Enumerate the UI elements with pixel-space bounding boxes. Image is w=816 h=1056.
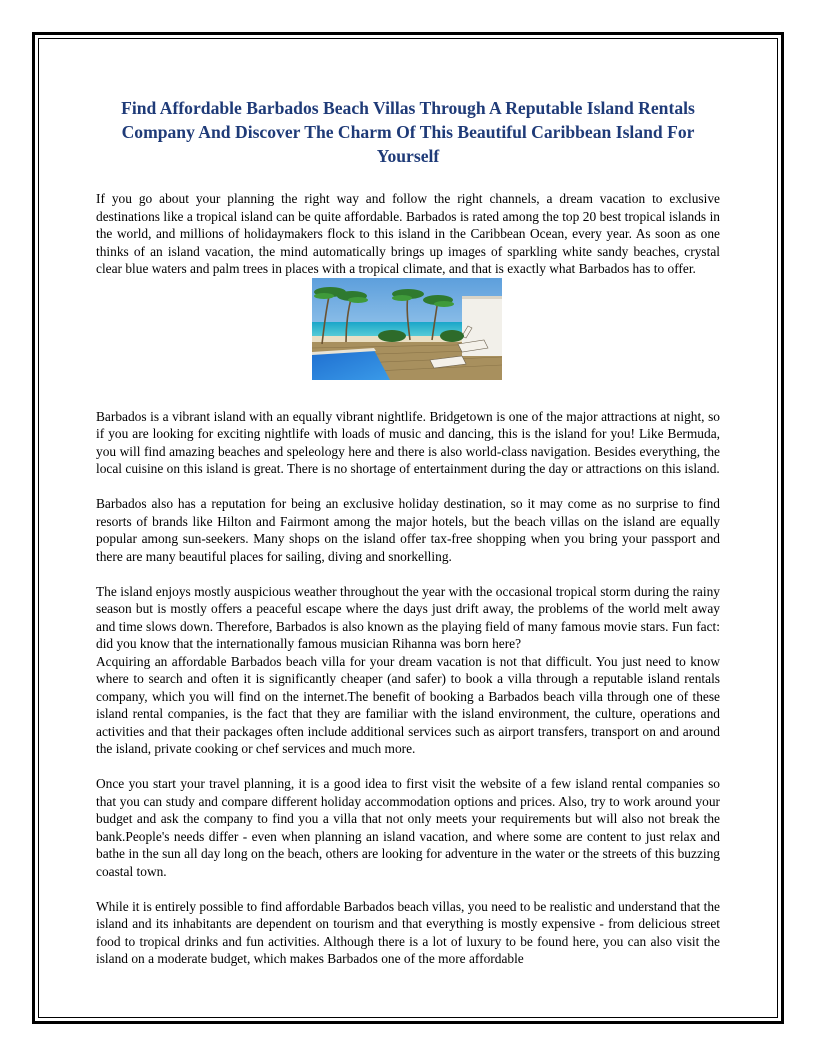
paragraph-nightlife: Barbados is a vibrant island with an equally vibrant nightlife. Bridgetown is one of the major attractions at night, so if you are looking for exciting nightlife with loads of music and dancing, this is the island for you! Like Bermuda, you will find amazing beaches and speleology here and there is also world-class navigation. Besides everything, the local cuisine on this island is great. There is no shortage of entertainment during the day or attractions on this island. xyxy=(96,408,720,476)
paragraph-planning: Once you start your travel planning, it is a good idea to first visit the website of a few island rental companies so that you can study and compare different holiday accommodation options and prices. Also, try to work around your budget and ask the company to find you a villa that not only meets your requirements but will also not break the bank.People's needs differ - even when planning an island vacation, and where some are content to just relax and bathe in the sun all day long on the beach, others are looking for adventure in the water or the streets of this buzzing coastal town. xyxy=(96,776,720,879)
paragraph-weather: The island enjoys mostly auspicious weather throughout the year with the occasional tropical storm during the rainy season but is mostly offers a peaceful escape where the days just drift away, the problems of the world melt away and time slows down. Therefore, Barbados is also known as the playing field of many famous movie stars. Fun fact: did you know that the internationally famous musician Rihanna was born here? xyxy=(96,583,720,651)
article xyxy=(96,96,720,978)
paragraph-acquiring: Acquiring an affordable Barbados beach villa for your dream vacation is not that difficult. You just need to know where to search and often it is significantly cheaper (and safer) to book a villa through a reputable island rentals company, which you will find on the internet.The benefit of booking a Barbados beach villa through one of these island rental companies, is the fact that they are familiar with the island environment, the culture, operations and activities and that their packages often include additional services such as airport transfers, transport on and around the island, private cooking or chef services and much more. xyxy=(96,653,720,756)
beach-villa-photo xyxy=(312,278,502,380)
paragraph-budget: While it is entirely possible to find affordable Barbados beach villas, you need to be realistic and understand that the island and its inhabitants are dependent on tourism and that everything is mostly expensive - from delicious street food to tropical drinks and fun activities. Although there is a lot of luxury to be found here, you can also visit the island on a moderate budget, which makes Barbados one of the more affordable xyxy=(96,898,720,966)
article-title: Find Affordable Barbados Beach Villas Through A Reputable Island Rentals Company And Discover The Charm Of This Beautiful Caribbean Island For Yourself xyxy=(121,98,695,166)
paragraph-intro: If you go about your planning the right way and follow the right channels, a dream vacation to exclusive destinations like a tropical island can be quite affordable. Barbados is rated among the top 20 best tropical islands in the world, and millions of holidaymakers flock to this island in the Caribbean Ocean, every year. As soon as one thinks of an island vacation, the mind automatically brings up images of sparkling white sandy beaches, crystal clear blue waters and palm trees in places with a tropical climate, and that is exactly what Barbados has to offer. xyxy=(96,191,720,276)
paragraph-reputation: Barbados also has a reputation for being an exclusive holiday destination, so it may come as no surprise to find resorts of brands like Hilton and Fairmont among the major hotels, but the beach villas on the island are equally popular among sun-seekers. Many shops on the island offer tax-free shopping when you bring your passport and there are many beautiful places for sailing, diving and snorkelling. xyxy=(96,496,720,564)
